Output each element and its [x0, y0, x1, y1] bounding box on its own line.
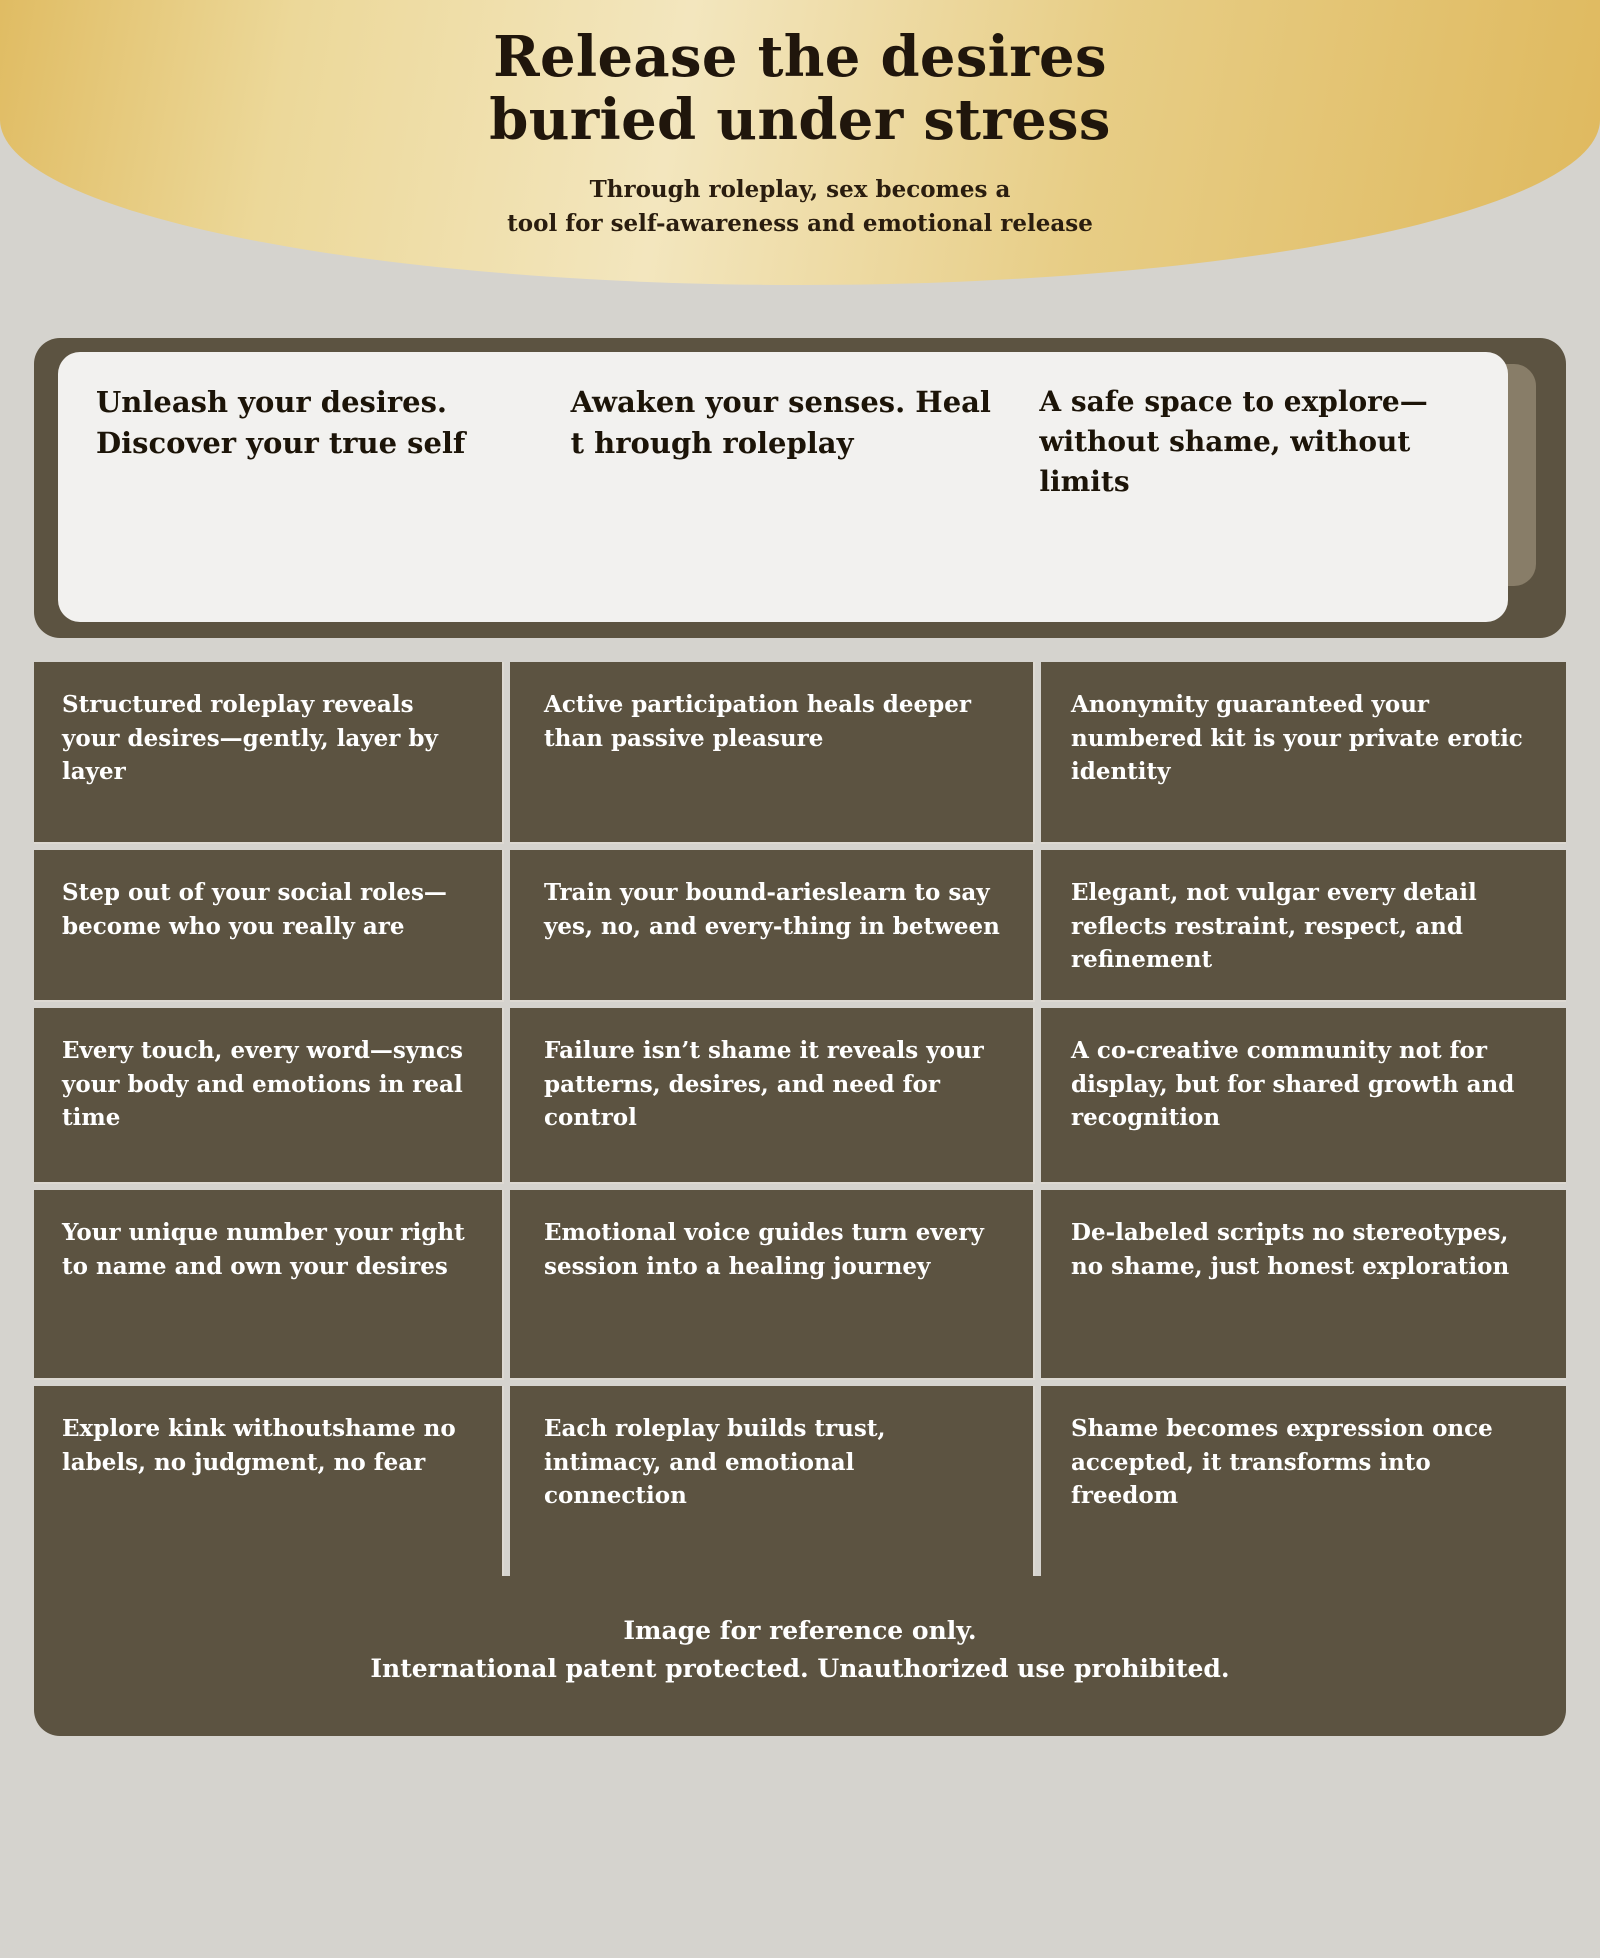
feature-cell: Every touch, every word—syncs your body and emotions in real time	[34, 1008, 504, 1184]
feature-cell: Structured roleplay reveals your desires—gently, layer by layer	[34, 662, 504, 844]
header-banner-content	[0, 0, 1600, 240]
feature-grid	[34, 662, 1566, 1576]
page-title-line-1: Release the desires	[493, 24, 1107, 90]
page-title-line-2: buried under stress	[489, 86, 1111, 153]
headline-card-group	[58, 352, 1508, 622]
feature-cell: De-labeled scripts no stereotypes, no shame, just honest exploration	[1041, 1190, 1566, 1380]
feature-cell: Elegant, not vulgar every detail reflects restraint, respect, and refinement	[1041, 850, 1566, 1002]
feature-cell: Shame becomes expression once accepted, it transforms into freedom	[1041, 1386, 1566, 1576]
headline-card-1: Unleash your desires. Discover your true self	[96, 385, 466, 461]
footer-line-1: Image for reference only.	[623, 1616, 977, 1645]
feature-cell: Train your bound-arieslearn to say yes, no, and every-thing in between	[510, 850, 1035, 1002]
page-title	[0, 26, 1600, 151]
feature-cell: Your unique number your right to name and own your desires	[34, 1190, 504, 1380]
page-subtitle-line-2: tool for self-awareness and emotional release	[507, 209, 1093, 237]
feature-cell: Explore kink withoutshame no labels, no judgment, no fear	[34, 1386, 504, 1576]
feature-cell: Anonymity guaranteed your numbered kit is your private erotic identity	[1041, 662, 1566, 844]
feature-cell: Each roleplay builds trust, intimacy, and emotional connection	[510, 1386, 1035, 1576]
headline-card-3: A safe space to explore—without shame, without limits	[1039, 385, 1428, 498]
footer-disclaimer	[34, 1576, 1566, 1736]
header-banner	[0, 0, 1600, 285]
feature-cell: Failure isn’t shame it reveals your patterns, desires, and need for control	[510, 1008, 1035, 1184]
footer-line-2: International patent protected. Unauthorized use prohibited.	[370, 1653, 1230, 1683]
feature-cell: Emotional voice guides turn every session into a healing journey	[510, 1190, 1035, 1380]
page-subtitle	[0, 173, 1600, 240]
feature-cell: Active participation heals deeper than passive pleasure	[510, 662, 1035, 844]
page-subtitle-line-1: Through roleplay, sex becomes a	[589, 176, 1011, 204]
feature-cell: Step out of your social roles—become who you really are	[34, 850, 504, 1002]
headline-card-2: Awaken your senses. Heal t hrough roleplay	[570, 385, 991, 461]
feature-cell: A co-creative community not for display, but for shared growth and recognition	[1041, 1008, 1566, 1184]
